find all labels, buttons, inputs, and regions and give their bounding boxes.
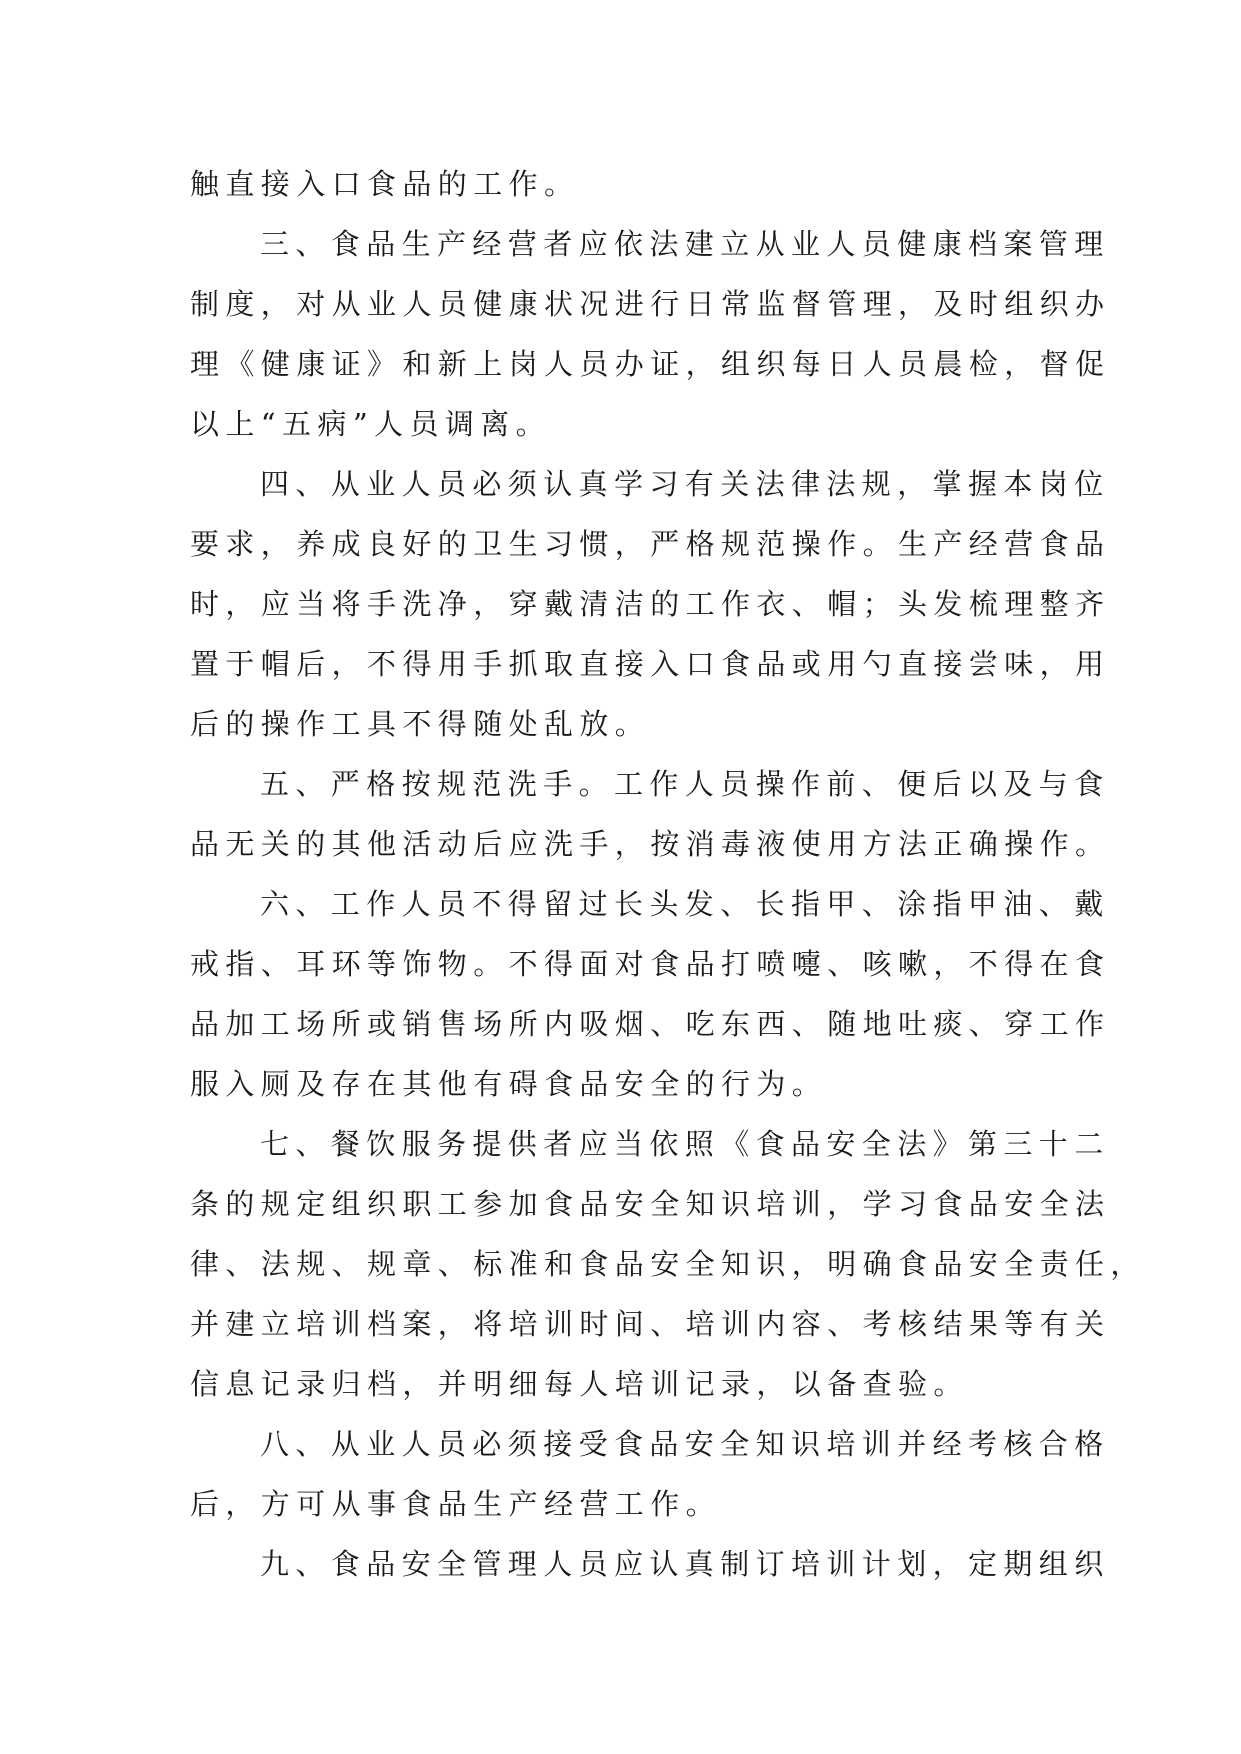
text-line: 要求，养成良好的卫生习惯，严格规范操作。生产经营食品 xyxy=(190,527,1111,561)
text-line: 七、餐饮服务提供者应当依照《食品安全法》第三十二 xyxy=(260,1127,1110,1161)
text-line: 时，应当将手洗净，穿戴清洁的工作衣、帽；头发梳理整齐 xyxy=(190,587,1111,621)
text-line: 戒指、耳环等饰物。不得面对食品打喷嚏、咳嗽，不得在食 xyxy=(190,947,1111,981)
text-line: 律、法规、规章、标准和食品安全知识，明确食品安全责任， xyxy=(190,1247,1146,1281)
text-line: 触直接入口食品的工作。 xyxy=(190,167,580,201)
text-line: 条的规定组织职工参加食品安全知识培训，学习食品安全法 xyxy=(190,1187,1111,1221)
text-line: 以上“五病”人员调离。 xyxy=(190,407,552,441)
text-line: 九、食品安全管理人员应认真制订培训计划，定期组织 xyxy=(260,1547,1110,1581)
text-line: 服入厕及存在其他有碍食品安全的行为。 xyxy=(190,1067,828,1101)
body-text xyxy=(190,154,1146,1594)
text-line: 后，方可从事食品生产经营工作。 xyxy=(190,1487,722,1521)
text-line: 制度，对从业人员健康状况进行日常监督管理，及时组织办 xyxy=(190,287,1111,321)
text-line: 品加工场所或销售场所内吸烟、吃东西、随地吐痰、穿工作 xyxy=(190,1007,1111,1041)
text-line: 后的操作工具不得随处乱放。 xyxy=(190,707,651,741)
text-line: 并建立培训档案，将培训时间、培训内容、考核结果等有关 xyxy=(190,1307,1111,1341)
text-line: 四、从业人员必须认真学习有关法律法规，掌握本岗位 xyxy=(260,467,1110,501)
text-line: 三、食品生产经营者应依法建立从业人员健康档案管理 xyxy=(260,227,1110,261)
text-line: 八、从业人员必须接受食品安全知识培训并经考核合格 xyxy=(260,1427,1110,1461)
text-line: 信息记录归档，并明细每人培训记录，以备查验。 xyxy=(190,1367,969,1401)
text-line: 理《健康证》和新上岗人员办证，组织每日人员晨检，督促 xyxy=(190,347,1111,381)
text-line: 五、严格按规范洗手。工作人员操作前、便后以及与食 xyxy=(260,767,1110,801)
text-line: 六、工作人员不得留过长头发、长指甲、涂指甲油、戴 xyxy=(260,887,1110,921)
text-line: 品无关的其他活动后应洗手，按消毒液使用方法正确操作。 xyxy=(190,827,1111,861)
text-line: 置于帽后，不得用手抓取直接入口食品或用勺直接尝味，用 xyxy=(190,647,1111,681)
